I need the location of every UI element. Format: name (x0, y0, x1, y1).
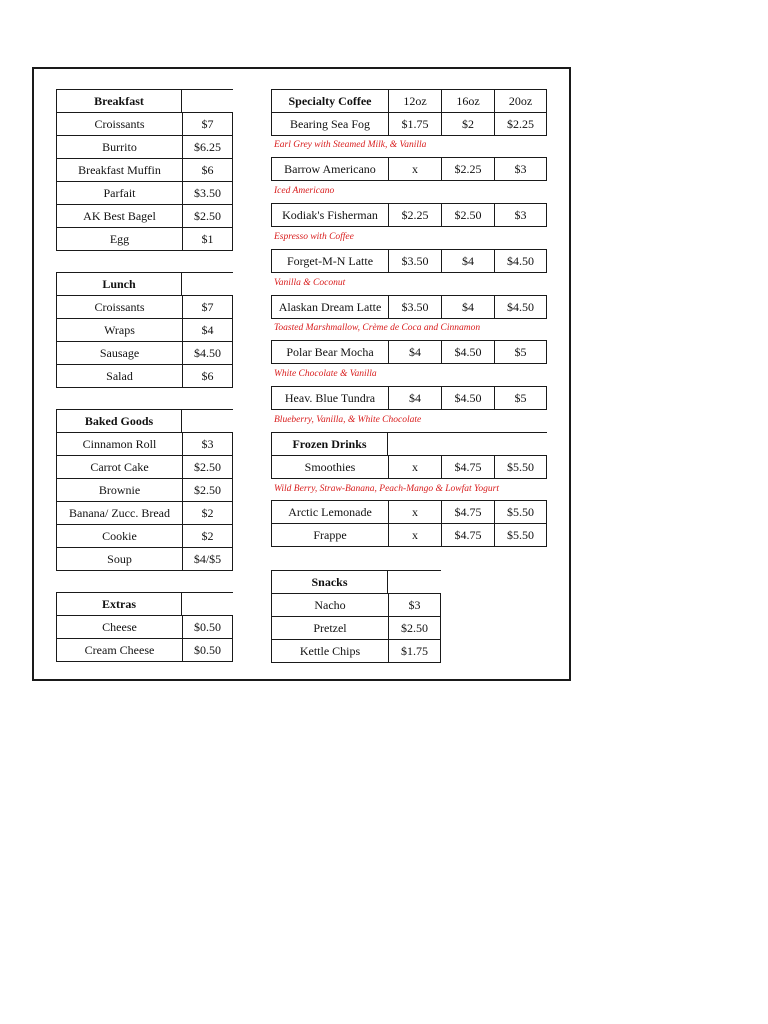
item-name: Smoothies (271, 456, 388, 478)
price-16oz: $4.75 (441, 456, 494, 478)
item-description: Vanilla & Coconut (274, 278, 346, 288)
item-name: Cinnamon Roll (56, 433, 182, 455)
table-header-row (56, 592, 233, 616)
price-16oz: $2.25 (441, 158, 494, 180)
price-16oz: $4 (441, 296, 494, 318)
item-name: Heav. Blue Tundra (271, 387, 388, 409)
item-name: Sausage (56, 342, 182, 364)
table-row (271, 456, 547, 479)
section-title: Specialty Coffee (271, 90, 388, 112)
item-name: Pretzel (271, 617, 388, 639)
item-price: $2.50 (182, 205, 233, 227)
item-price: $3.50 (182, 182, 233, 204)
item-name: Frappe (271, 524, 388, 546)
item-name: Banana/ Zucc. Bread (56, 502, 182, 524)
table-row (56, 205, 233, 228)
table-row (56, 433, 233, 456)
price-12oz: $3.50 (388, 250, 441, 272)
price-20oz: $5.50 (494, 524, 547, 546)
price-20oz: $2.25 (494, 113, 547, 135)
table-row (271, 157, 547, 181)
item-description: Earl Grey with Steamed Milk, & Vanilla (274, 140, 427, 150)
price-20oz: $5.50 (494, 501, 547, 523)
item-price: $2.50 (388, 617, 441, 639)
item-price: $6 (182, 159, 233, 181)
table-row (56, 342, 233, 365)
coffee-row-block (271, 157, 547, 181)
size-header: 16oz (441, 90, 494, 112)
price-16oz: $4.50 (441, 387, 494, 409)
frozen-drinks-rows (271, 500, 547, 547)
coffee-row-block (271, 340, 547, 364)
table-row (56, 502, 233, 525)
item-price: $2.50 (182, 479, 233, 501)
table-row (56, 639, 233, 662)
price-20oz: $5 (494, 341, 547, 363)
table-row (271, 113, 547, 136)
item-name: Croissants (56, 113, 182, 135)
price-20oz: $4.50 (494, 250, 547, 272)
size-header: 12oz (388, 90, 441, 112)
item-name: Kettle Chips (271, 640, 388, 662)
price-20oz: $4.50 (494, 296, 547, 318)
section-title: Breakfast (56, 90, 182, 112)
item-description: Blueberry, Vanilla, & White Chocolate (274, 415, 422, 425)
price-12oz: x (388, 501, 441, 523)
extras-table (56, 592, 233, 662)
item-name: Soup (56, 548, 182, 570)
item-name: Alaskan Dream Latte (271, 296, 388, 318)
item-name: Barrow Americano (271, 158, 388, 180)
table-row (56, 525, 233, 548)
table-row (271, 640, 441, 663)
table-header-row (56, 272, 233, 296)
section-title: Extras (56, 593, 182, 615)
price-20oz: $3 (494, 204, 547, 226)
item-name: Egg (56, 228, 182, 250)
specialty-coffee-table (271, 89, 547, 136)
item-price: $2 (182, 525, 233, 547)
table-row (271, 386, 547, 410)
table-row (56, 616, 233, 639)
table-row (56, 159, 233, 182)
table-row (271, 500, 547, 524)
table-row (56, 365, 233, 388)
coffee-row-block (271, 203, 547, 227)
item-name: Cream Cheese (56, 639, 182, 661)
table-row (271, 203, 547, 227)
table-row (56, 113, 233, 136)
item-name: Nacho (271, 594, 388, 616)
item-price: $0.50 (182, 639, 233, 661)
item-price: $6 (182, 365, 233, 387)
item-price: $3 (388, 594, 441, 616)
item-price: $2 (182, 502, 233, 524)
item-description: Iced Americano (274, 186, 335, 196)
item-name: Parfait (56, 182, 182, 204)
frozen-drinks-table (271, 432, 547, 479)
table-row (56, 479, 233, 502)
price-16oz: $2 (441, 113, 494, 135)
table-row (56, 319, 233, 342)
section-title: Frozen Drinks (271, 433, 388, 455)
price-16oz: $2.50 (441, 204, 494, 226)
table-header-row (271, 432, 547, 456)
item-price: $1.75 (388, 640, 441, 662)
item-price: $7 (182, 296, 233, 318)
price-16oz: $4 (441, 250, 494, 272)
table-row (56, 136, 233, 159)
item-name: Bearing Sea Fog (271, 113, 388, 135)
size-header: 20oz (494, 90, 547, 112)
section-title: Baked Goods (56, 410, 182, 432)
price-20oz: $5 (494, 387, 547, 409)
snacks-table (271, 570, 441, 663)
table-row (271, 295, 547, 319)
item-name: Wraps (56, 319, 182, 341)
table-row (56, 456, 233, 479)
item-name: Brownie (56, 479, 182, 501)
item-price: $4/$5 (182, 548, 233, 570)
table-row (271, 524, 547, 547)
coffee-row-block (271, 386, 547, 410)
item-price: $4 (182, 319, 233, 341)
section-title: Lunch (56, 273, 182, 295)
price-16oz: $4.50 (441, 341, 494, 363)
price-12oz: $4 (388, 387, 441, 409)
coffee-row-block (271, 295, 547, 319)
price-12oz: $2.25 (388, 204, 441, 226)
item-name: Cheese (56, 616, 182, 638)
item-price: $3 (182, 433, 233, 455)
item-description: White Chocolate & Vanilla (274, 369, 377, 379)
baked-goods-table (56, 409, 233, 571)
item-description: Wild Berry, Straw-Banana, Peach-Mango & Lowfat Yogurt (274, 484, 500, 494)
item-price: $6.25 (182, 136, 233, 158)
item-name: Cookie (56, 525, 182, 547)
item-name: Kodiak's Fisherman (271, 204, 388, 226)
table-row (271, 340, 547, 364)
item-name: Arctic Lemonade (271, 501, 388, 523)
item-name: Breakfast Muffin (56, 159, 182, 181)
price-12oz: x (388, 456, 441, 478)
price-20oz: $5.50 (494, 456, 547, 478)
price-16oz: $4.75 (441, 501, 494, 523)
table-row (56, 296, 233, 319)
item-price: $2.50 (182, 456, 233, 478)
table-header-row (56, 409, 233, 433)
table-row (56, 182, 233, 205)
breakfast-table (56, 89, 233, 251)
item-price: $4.50 (182, 342, 233, 364)
price-12oz: $1.75 (388, 113, 441, 135)
price-20oz: $3 (494, 158, 547, 180)
item-price: $7 (182, 113, 233, 135)
item-name: Polar Bear Mocha (271, 341, 388, 363)
item-name: Salad (56, 365, 182, 387)
table-row (56, 228, 233, 251)
table-row (56, 548, 233, 571)
item-description: Espresso with Coffee (274, 232, 354, 242)
coffee-row-block (271, 249, 547, 273)
item-name: Carrot Cake (56, 456, 182, 478)
item-name: Forget-M-N Latte (271, 250, 388, 272)
price-16oz: $4.75 (441, 524, 494, 546)
section-title: Snacks (271, 571, 388, 593)
item-name: Croissants (56, 296, 182, 318)
lunch-table (56, 272, 233, 388)
table-row (271, 594, 441, 617)
table-header-row (271, 89, 547, 113)
price-12oz: x (388, 158, 441, 180)
table-header-row (56, 89, 233, 113)
price-12oz: $4 (388, 341, 441, 363)
price-12oz: $3.50 (388, 296, 441, 318)
table-row (271, 249, 547, 273)
item-name: AK Best Bagel (56, 205, 182, 227)
table-row (271, 617, 441, 640)
item-description: Toasted Marshmallow, Crème de Coca and Cinnamon (274, 323, 481, 333)
item-price: $0.50 (182, 616, 233, 638)
price-12oz: x (388, 524, 441, 546)
item-name: Burrito (56, 136, 182, 158)
item-price: $1 (182, 228, 233, 250)
table-header-row (271, 570, 441, 594)
